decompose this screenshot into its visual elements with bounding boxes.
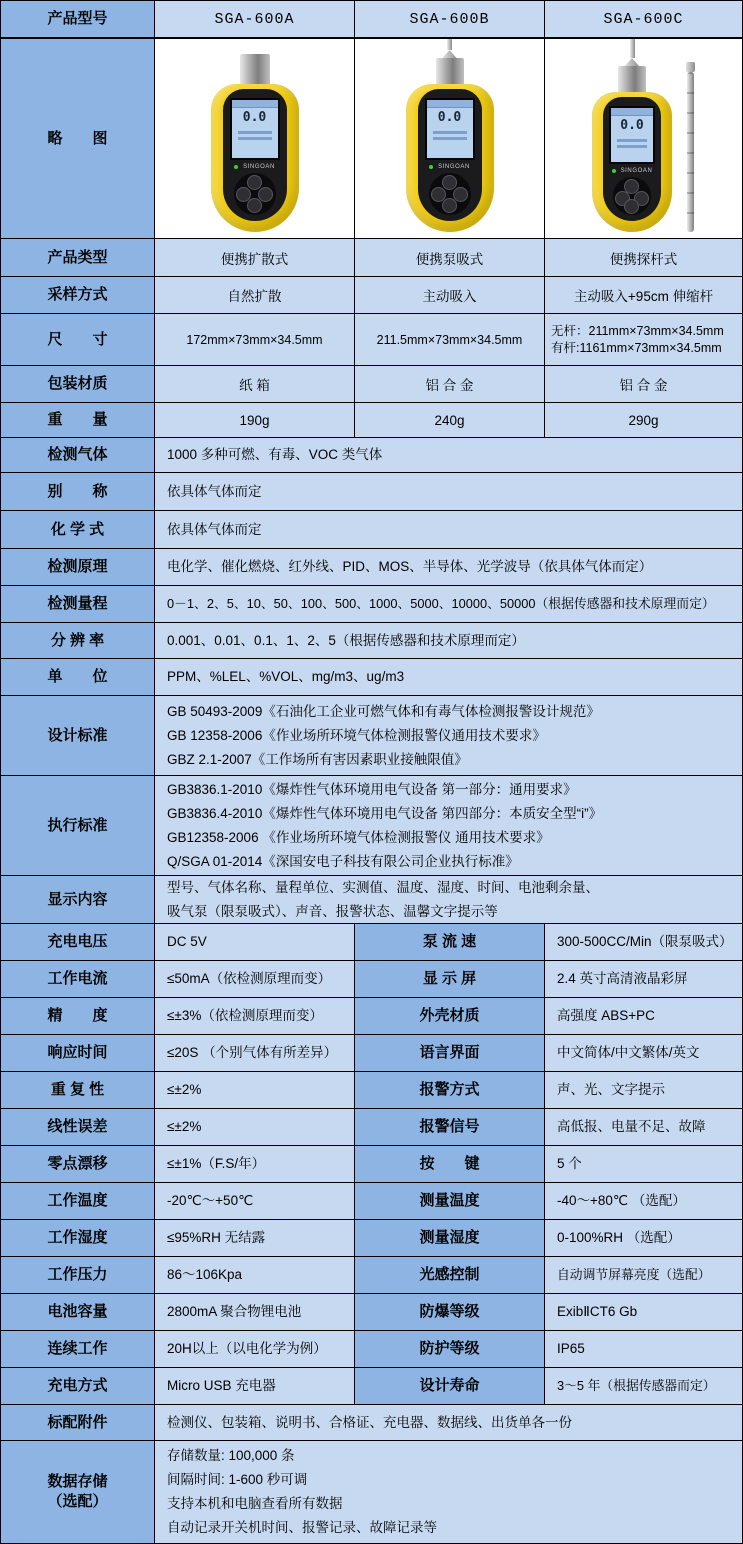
model-sga600c: SGA-600C [545,1,742,39]
row-packaging-material [1,366,742,403]
spec-value: 依具体气体而定 [155,511,742,549]
spec-value: ≤50mA（依检测原理而变） [155,961,355,998]
row-label: 泵 流 速 [355,924,545,961]
row-execution-standard [1,776,742,876]
spec-value: ≤±3%（依检测原理而变） [155,998,355,1035]
row-label: 重 复 性 [1,1072,155,1109]
spec-value: 86～106Kpa [155,1257,355,1294]
spec-value: 20H以上（以电化学为例） [155,1331,355,1368]
row-label: 设计寿命 [355,1368,545,1405]
spec-value: 无杆：211mm×73mm×34.5mm 有杆:1161mm×73mm×34.5mm [545,314,742,366]
spec-value: 300-500CC/Min（限泵吸式） [545,924,742,961]
spec-value: ≤±2% [155,1109,355,1146]
row-label: 包装材质 [1,366,155,403]
row-accuracy-shell-material [1,998,742,1035]
row-label: 检测气体 [1,438,155,473]
spec-value: 0-100%RH （选配） [545,1220,742,1257]
spec-value: 依具体气体而定 [155,473,742,511]
spec-value: 2.4 英寸高清液晶彩屏 [545,961,742,998]
sensor-head [436,58,464,86]
brand-logo: SINGOAN [243,164,275,170]
spec-value: PPM、%LEL、%VOL、mg/m3、ug/m3 [155,659,742,696]
row-label: 充电电压 [1,924,155,961]
row-label: 工作电流 [1,961,155,998]
row-label: 采样方式 [1,277,155,314]
row-label: 分 辨 率 [1,623,155,659]
device-pump [406,39,494,232]
spec-value: -40～+80℃ （选配） [545,1183,742,1220]
row-unit [1,659,742,696]
spec-value: ≤20S （个别气体有所差异） [155,1035,355,1072]
row-label: 按 键 [355,1146,545,1183]
row-label: 标配附件 [1,1405,155,1441]
spec-value: GB3836.1-2010《爆炸性气体环境用电气设备 第一部分：通用要求》 GB3836.4-2010《爆炸性气体环境用电气设备 第四部分：本质安全型“i”》 GB12358-2006 《作业场所环境气体检测报警仪 通用技术要求》 Q/SGA 01-2014《深国安电子科技有限公司企业执行标准》 [155,776,742,876]
row-working-pressure-light-control [1,1257,742,1294]
row-product-model [1,1,742,39]
spec-value: 主动吸入+95cm 伸缩杆 [545,277,742,314]
row-label: 显 示 屏 [355,961,545,998]
keypad [613,177,651,215]
row-label: 化 学 式 [1,511,155,549]
spec-value: Micro USB 充电器 [155,1368,355,1405]
row-working-current-display-screen [1,961,742,998]
row-label: 重 量 [1,403,155,438]
row-label: 报警信号 [355,1109,545,1146]
row-label: 检测原理 [1,549,155,586]
row-label: 尺 寸 [1,314,155,366]
spec-value: 自然扩散 [155,277,355,314]
brand-logo: SINGOAN [620,168,653,174]
row-label: 防爆等级 [355,1294,545,1331]
spec-value: GB 50493-2009《石油化工企业可燃气体和有毒气体检测报警设计规范》 GB 12358-2006《作业场所环境气体检测报警仪通用技术要求》 GBZ 2.1-2007《工作场所有害因素职业接触限值》 [155,696,742,776]
power-led [429,165,433,169]
spec-value: 190g [155,403,355,438]
row-label: 检测量程 [1,586,155,623]
row-continuous-work-protection [1,1331,742,1368]
spec-value: 型号、气体名称、量程单位、实测值、温度、湿度、时间、电池剩余量、 吸气泵（限泵吸式）、声音、报警状态、温馨文字提示等 [155,876,742,924]
row-label: 单 位 [1,659,155,696]
power-led [234,165,238,169]
spec-value: 自动调节屏幕亮度（选配） [545,1257,742,1294]
row-label: 工作压力 [1,1257,155,1294]
row-label: 工作湿度 [1,1220,155,1257]
row-alias [1,473,742,511]
spec-value: 便携探杆式 [545,239,742,277]
row-label: 数据存储 （选配） [1,1441,155,1543]
row-working-humidity-measure-humidity [1,1220,742,1257]
row-label: 零点漂移 [1,1146,155,1183]
row-data-storage [1,1441,742,1543]
row-weight [1,403,742,438]
row-dimensions [1,314,742,366]
row-design-standard [1,696,742,776]
sensor-head [240,54,270,86]
row-label: 响应时间 [1,1035,155,1072]
spec-value: IP65 [545,1331,742,1368]
row-label: 产品型号 [1,1,155,39]
row-label: 报警方式 [355,1072,545,1109]
device-diffusion [211,54,299,232]
product-photo-sga600b [355,39,545,239]
spec-value: 便携扩散式 [155,239,355,277]
spec-value: 检测仪、包装箱、说明书、合格证、充电器、数据线、出货单各一份 [155,1405,742,1441]
spec-value: 290g [545,403,742,438]
spec-value: ≤±1%（F.S/年） [155,1146,355,1183]
device-screen: 0.0 [425,98,475,160]
row-label: 防护等级 [355,1331,545,1368]
telescopic-rod [686,62,695,232]
power-led [612,169,616,173]
row-label: 略 图 [1,39,155,239]
row-label: 外壳材质 [355,998,545,1035]
keypad [234,173,276,215]
spec-value: 铝 合 金 [355,366,545,403]
spec-value: ≤±2% [155,1072,355,1109]
sensor-head [618,66,646,94]
row-label: 充电方式 [1,1368,155,1405]
row-repeatability-alarm-mode [1,1072,742,1109]
row-label: 测量温度 [355,1183,545,1220]
row-label: 精 度 [1,998,155,1035]
product-photo-sga600c [545,39,742,239]
row-label: 产品类型 [1,239,155,277]
spec-value: 便携泵吸式 [355,239,545,277]
row-detect-principle [1,549,742,586]
pump-probe [447,39,452,50]
row-label: 别 称 [1,473,155,511]
device-screen: 0.0 [230,98,280,160]
row-charge-voltage-pump-flow [1,924,742,961]
brand-logo: SINGOAN [438,164,470,170]
row-charge-method-design-life [1,1368,742,1405]
spec-value: 纸 箱 [155,366,355,403]
spec-value: 5 个 [545,1146,742,1183]
spec-value: 存储数量: 100,000 条 间隔时间: 1-600 秒可调 支持本机和电脑查看所有数据 自动记录开关机时间、报警记录、故障记录等 [155,1441,742,1543]
spec-value: 0.001、0.01、0.1、1、2、5（根据传感器和技术原理而定） [155,623,742,659]
spec-value: 211.5mm×73mm×34.5mm [355,314,545,366]
spec-value: 声、光、文字提示 [545,1072,742,1109]
pump-probe [630,39,635,58]
spec-value: 主动吸入 [355,277,545,314]
model-sga600a: SGA-600A [155,1,355,39]
row-product-image [1,39,742,239]
row-linearity-alarm-signal [1,1109,742,1146]
spec-value: 240g [355,403,545,438]
row-label: 光感控制 [355,1257,545,1294]
spec-value: 铝 合 金 [545,366,742,403]
device-probe-rod [592,39,672,232]
row-label: 执行标准 [1,776,155,876]
row-display-content [1,876,742,924]
row-label: 线性误差 [1,1109,155,1146]
spec-value: 高低报、电量不足、故障 [545,1109,742,1146]
spec-value: 电化学、催化燃烧、红外线、PID、MOS、半导体、光学波导（依具体气体而定） [155,549,742,586]
device-screen: 0.0 [609,106,655,164]
product-photo-sga600a [155,39,355,239]
row-sampling-method [1,277,742,314]
spec-value: -20℃～+50℃ [155,1183,355,1220]
spec-value: 高强度 ABS+PC [545,998,742,1035]
row-label: 显示内容 [1,876,155,924]
spec-value: 1000 多种可燃、有毒、VOC 类气体 [155,438,742,473]
row-detect-range [1,586,742,623]
row-zero-drift-buttons [1,1146,742,1183]
spec-value: ≤95%RH 无结露 [155,1220,355,1257]
spec-value: 172mm×73mm×34.5mm [155,314,355,366]
row-response-time-language [1,1035,742,1072]
row-label: 测量湿度 [355,1220,545,1257]
spec-value: ExibⅡCT6 Gb [545,1294,742,1331]
spec-value: 2800mA 聚合物锂电池 [155,1294,355,1331]
row-chemical-formula [1,511,742,549]
row-detect-gas [1,438,742,473]
row-label: 工作温度 [1,1183,155,1220]
spec-value: 0－1、2、5、10、50、100、500、1000、5000、10000、50000（根据传感器和技术原理而定） [155,586,742,623]
row-label: 连续工作 [1,1331,155,1368]
row-product-type [1,239,742,277]
row-label: 语言界面 [355,1035,545,1072]
spec-value: DC 5V [155,924,355,961]
spec-value: 中文简体/中文繁体/英文 [545,1035,742,1072]
keypad [429,173,471,215]
row-label: 设计标准 [1,696,155,776]
model-sga600b: SGA-600B [355,1,545,39]
row-working-temp-measure-temp [1,1183,742,1220]
row-resolution [1,623,742,659]
row-label: 电池容量 [1,1294,155,1331]
row-standard-accessories [1,1405,742,1441]
row-battery-explosion-proof [1,1294,742,1331]
spec-value: 3～5 年（根据传感器而定） [545,1368,742,1405]
